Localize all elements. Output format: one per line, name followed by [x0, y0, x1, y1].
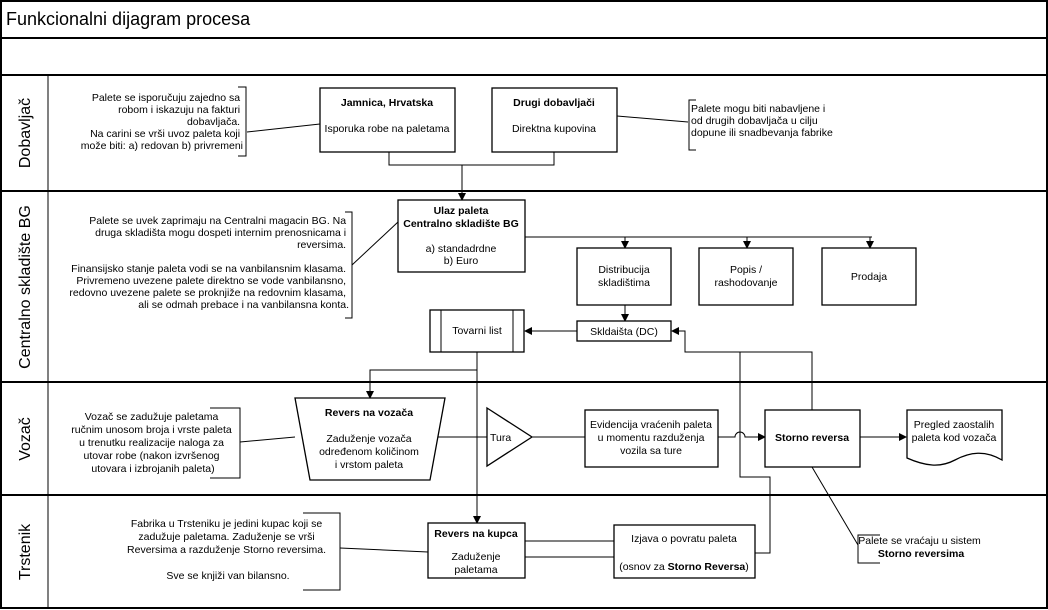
- node-ulaz-paleta[interactable]: [398, 200, 525, 272]
- note-dobavljac-left: Palete se isporučuju zajedno sa robom i iskazuju na fakturi dobavljača. Na carini se vrši uvoz paleta koji može biti: a) redovan b) privremeni: [80, 92, 243, 152]
- svg-text:Izjava o povratu paleta: Izjava o povratu paleta: [631, 533, 737, 545]
- svg-text:Tura: Tura: [490, 432, 512, 444]
- note-brackets: [210, 87, 880, 590]
- node-jamnica[interactable]: [320, 88, 455, 152]
- node-prodaja[interactable]: [822, 248, 916, 305]
- svg-text:Storno reversa: Storno reversa: [774, 432, 850, 444]
- svg-text:(osnov za Storno Reversa): (osnov za Storno Reversa): [619, 561, 749, 573]
- svg-text:Distribucijaskladištima: Distribucija skladištima: [598, 264, 650, 289]
- note-storno: Palete se vraćaju u sistem Storno reversima: [858, 535, 981, 560]
- svg-text:Isporuka robe na paletama: Isporuka robe na paletama: [324, 123, 450, 135]
- lane-label-dobavljac: Dobavljač: [17, 97, 34, 169]
- svg-text:Zaduženje vozačaodređenom koli: Zaduženje vozača određenom količinom i vrstom paleta: [319, 433, 419, 471]
- svg-text:Evidencija vraćenih paletau mo: Evidencija vraćenih paleta u momentu razduženja vozila sa ture: [590, 419, 712, 457]
- node-izjava-o-povratu[interactable]: [614, 525, 755, 578]
- node-popis[interactable]: [699, 248, 793, 305]
- svg-text:Jamnica, Hrvatska: Jamnica, Hrvatska: [340, 97, 434, 109]
- note-centralno-skladiste: Palete se uvek zaprimaju na Centralni magacin BG. Na druga skladišta mogu dospeti internim prenosnicama i reversima. Finansijsko stanje paleta vodi se na vanbilansnim klasama. Privremeno uvezene palete direktno se vode vanbilansno, redovno uvezene palete se proknjiže na redovnim klasama, ali se odmah prebace i na vanbilansna konta.: [69, 215, 349, 311]
- svg-text:Direktna kupovina: Direktna kupovina: [511, 123, 597, 135]
- connectors: [240, 116, 906, 557]
- svg-text:Ulaz paletaCentralno skladište: Ulaz paleta Centralno skladište BG: [403, 205, 519, 230]
- node-tura[interactable]: [487, 408, 532, 466]
- page-title: Funkcionalni dijagram procesa: [6, 9, 251, 29]
- svg-text:Revers na kupca: Revers na kupca: [434, 528, 518, 540]
- svg-text:Revers na vozača: Revers na vozača: [324, 407, 414, 419]
- node-drugi-dobavljaci[interactable]: [492, 88, 617, 152]
- svg-text:Prodaja: Prodaja: [850, 271, 888, 283]
- svg-text:Zaduženjepaletama: Zaduženje paletama: [451, 551, 501, 576]
- note-trstenik: Fabrika u Trsteniku je jedini kupac koji se zadužuje paletama. Zaduženje se vrši Reversima a razduženje Storno reversima. Sve se knjiži van bilansno.: [127, 518, 327, 582]
- svg-text:a) standadrdneb) Euro: a) standadrdne b) Euro: [425, 243, 497, 267]
- svg-text:Popis /rashodovanje: Popis / rashodovanje: [714, 264, 778, 289]
- node-skladista-dc[interactable]: [577, 321, 671, 341]
- svg-text:Pregled zaostalihpaleta kod vo: Pregled zaostalih paleta kod vozača: [911, 419, 997, 444]
- node-storno-reversa[interactable]: [765, 410, 860, 467]
- node-revers-na-vozaca[interactable]: [295, 398, 445, 480]
- note-dobavljac-right: Palete mogu biti nabavljene i od drugih dobavljača u cilju dopune ili snadbevanja fabrike: [691, 103, 833, 139]
- node-tovarni-list[interactable]: [430, 310, 524, 352]
- lane-label-centralno-skladiste: Centralno skladište BG: [17, 205, 34, 369]
- note-vozac: Vozač se zadužuje paletama ručnim unosom broja i vrste paleta u trenutku realizacije naloga za utovar robe (nakon izvršenog utovara i izbrojanih paleta): [71, 411, 232, 475]
- lane-label-vozac: Vozač: [17, 417, 34, 461]
- svg-text:Tovarni list: Tovarni list: [452, 325, 502, 337]
- node-pregled-zaostalih[interactable]: [907, 410, 1002, 465]
- lane-label-trstenik: Trstenik: [17, 523, 34, 581]
- svg-text:Skldaišta (DC): Skldaišta (DC): [590, 326, 658, 338]
- svg-text:Drugi dobavljači: Drugi dobavljači: [513, 97, 595, 109]
- node-distribucija[interactable]: [577, 248, 671, 305]
- node-evidencija[interactable]: [585, 410, 718, 467]
- node-revers-na-kupca[interactable]: [428, 523, 525, 578]
